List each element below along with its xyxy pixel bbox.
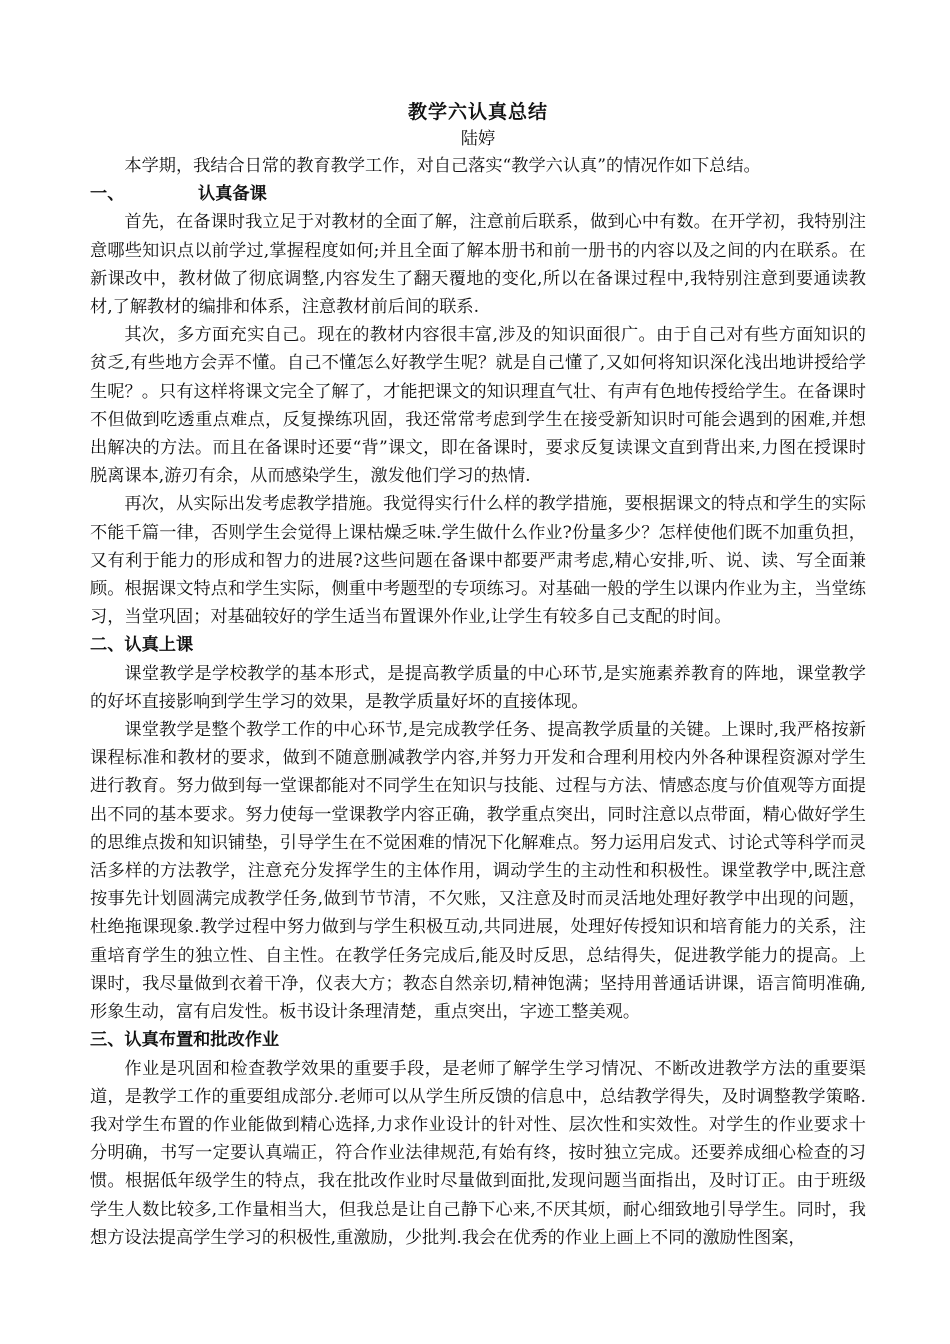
- body-paragraph: 课堂教学是学校教学的基本形式，是提高教学质量的中心环节,是实施素养教育的阵地，课堂教学的好坏直接影响到学生学习的效果，是教学质量好坏的直接体现。: [90, 663, 866, 712]
- document-page: [90, 98, 866, 1252]
- section-number: 三、: [90, 1030, 125, 1051]
- body-paragraph: 首先，在备课时我立足于对教材的全面了解，注意前后联系，做到心中有数。在开学初，我特别注意哪些知识点以前学过,掌握程度如何;并且全面了解本册书和前一册书的内容以及之间的内在联系。在新课改中，教材做了彻底调整,内容发生了翻天覆地的变化,所以在备课过程中,我特别注意到要通读教材,了解教材的编排和体系，注意教材前后间的联系.: [90, 212, 866, 318]
- body-paragraph: 作业是巩固和检查教学效果的重要手段，是老师了解学生学习情况、不断改进教学方法的重要渠道，是教学工作的重要组成部分.老师可以从学生所反馈的信息中，总结教学得失，及时调整教学策略.我对学生布置的作业能做到精心选择,力求作业设计的针对性、层次性和实效性。对学生的作业要求十分明确，书写一定要认真端正，符合作业法律规范,有始有终，按时独立完成。还要养成细心检查的习惯。根据低年级学生的特点，我在批改作业时尽量做到面批,发现问题当面指出，及时订正。由于班级学生人数比较多,工作量相当大，但我总是让自己静下心来,不厌其烦，耐心细致地引导学生。同时，我想方设法提高学生学习的积极性,重激励，少批判.我会在优秀的作业上画上不同的激励性图案，: [90, 1058, 866, 1248]
- section-heading: [90, 631, 866, 659]
- section-title: 认真备课: [198, 184, 267, 205]
- body-paragraph: 其次，多方面充实自己。现在的教材内容很丰富,涉及的知识面很广。由于自己对有些方面知识的贫乏,有些地方会弄不懂。自己不懂怎么好教学生呢？就是自己懂了,又如何将知识深化浅出地讲授给学生呢？。只有这样将课文完全了解了，才能把课文的知识理直气壮、有声有色地传授给学生。在备课时不但做到吃透重点难点，反复操练巩固，我还常常考虑到学生在接受新知识时可能会遇到的困难,并想出解决的方法。而且在备课时还要“背”课文，即在备课时，要求反复读课文直到背出来,力图在授课时脱离课本,游刃有余，从而感染学生，激发他们学习的热情.: [90, 325, 866, 487]
- section-number: 一、: [90, 184, 125, 205]
- section-3: [90, 1026, 866, 1252]
- section-heading: [90, 1026, 866, 1054]
- section-title: 认真布置和批改作业: [124, 1030, 280, 1051]
- body-paragraph: 课堂教学是整个教学工作的中心环节,是完成教学任务、提高教学质量的关键。上课时,我严格按新课程标准和教材的要求，做到不随意删减教学内容,并努力开发和合理利用校内外各种课程资源对学生进行教育。努力做到每一堂课都能对不同学生在知识与技能、过程与方法、情感态度与价值观等方面提出不同的基本要求。努力使每一堂课教学内容正确，教学重点突出，同时注意以点带面，精心做好学生的思维点拨和知识铺垫，引导学生在不觉困难的情况下化解难点。努力运用启发式、讨论式等科学而灵活多样的方法教学，注意充分发挥学生的主体作用，调动学生的主动性和积极性。课堂教学中,既注意按事先计划圆满完成教学任务,做到节节清，不欠账，又注意及时而灵活地处理好教学中出现的问题，杜绝拖课现象.教学过程中努力做到与学生积极互动,共同进展，处理好传授知识和培育能力的关系，注重培育学生的独立性、自主性。在教学任务完成后,能及时反思，总结得失，促进教学能力的提高。上课时，我尽量做到衣着干净，仪表大方；教态自然亲切,精神饱满；坚持用普通话讲课，语言简明准确,形象生动，富有启发性。板书设计条理清楚，重点突出，字迹工整美观。: [90, 720, 866, 1023]
- section-title: 认真上课: [124, 635, 194, 656]
- section-heading: [90, 180, 866, 208]
- document-author: 陆婷: [460, 129, 496, 149]
- body-paragraph: 再次，从实际出发考虑教学措施。我觉得实行什么样的教学措施，要根据课文的特点和学生的实际不能千篇一律，否则学生会觉得上课枯燥乏味.学生做什么作业?份量多少？怎样使他们既不加重负担，又有利于能力的形成和智力的进展?这些问题在备课中都要严肃考虑,精心安排,听、说、读、写全面兼顾。根据课文特点和学生实际，侧重中考题型的专项练习。对基础一般的学生以课内作业为主，当堂练习，当堂巩固；对基础较好的学生适当布置课外作业,让学生有较多自己支配的时间。: [90, 494, 866, 628]
- document-title: 教学六认真总结: [407, 101, 548, 123]
- section-1: [90, 180, 866, 631]
- section-number: 二、: [90, 635, 125, 656]
- section-2: [90, 631, 866, 1026]
- intro-paragraph: 本学期，我结合日常的教育教学工作，对自己落实“教学六认真”的情况作如下总结。: [124, 156, 761, 176]
